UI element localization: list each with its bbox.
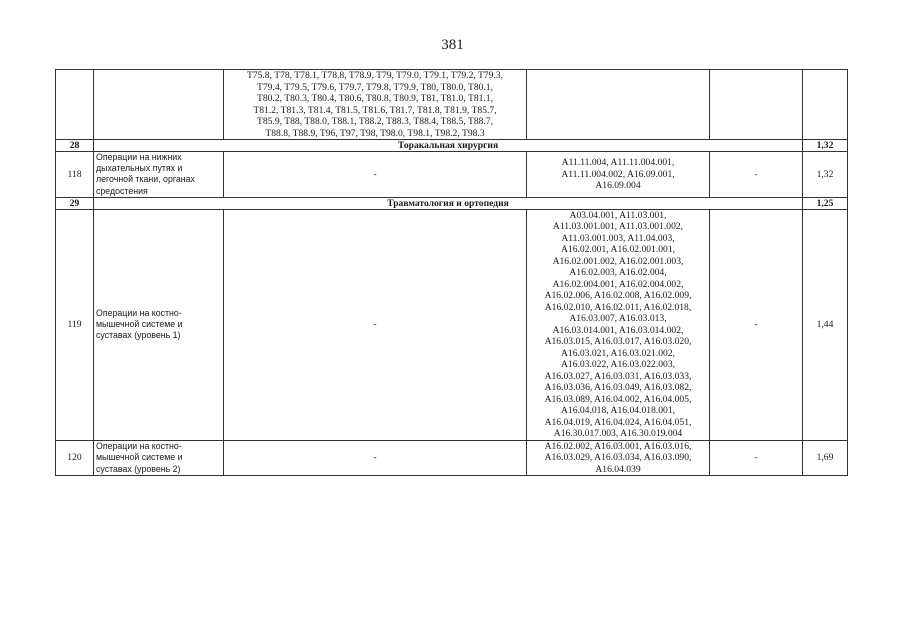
code-line: T81.2, T81.3, T81.4, T81.5, T81.6, T81.7, T81.8, T81.9, T85.7, — [253, 104, 497, 116]
code-line: A16.02.010, A16.02.011, A16.02.018, — [544, 301, 692, 313]
code-line: A16.03.089, A16.04.002, A16.04.005, — [544, 393, 692, 405]
name-line: мышечной системе и — [96, 319, 183, 330]
name-line: мышечной системе и — [96, 452, 183, 463]
table-row — [56, 152, 848, 198]
code-line: A03.04.001, A11.03.001, — [569, 209, 667, 221]
code-line: A11.03.001.003, A11.04.003, — [561, 232, 675, 244]
code-line: A11.03.001.001, A11.03.001.002, — [552, 221, 684, 233]
code-line: A16.02.004.001, A16.02.004.002, — [552, 278, 684, 290]
code-line: A16.30.017.003, A16.30.019.004 — [553, 428, 683, 440]
code-line: A16.03.029, A16.03.034, A16.03.090, — [544, 452, 692, 464]
section-number: 28 — [56, 140, 94, 152]
extra-criteria: - — [710, 152, 803, 198]
name-line: Операции на костно- — [96, 441, 182, 452]
code-line: A16.03.014.001, A16.03.014.002, — [552, 324, 684, 336]
section-number: 29 — [56, 197, 94, 209]
coefficient: 1,32 — [803, 152, 848, 198]
table-row — [56, 209, 848, 440]
operation-name — [94, 209, 224, 440]
name-line: Операции на нижних — [96, 152, 182, 162]
row-number: 120 — [56, 440, 94, 476]
table-row — [56, 440, 848, 476]
name-line: дыхательных путях и — [96, 163, 183, 174]
section-row — [56, 140, 848, 152]
diagnosis-codes: - — [224, 440, 527, 476]
code-line: A16.03.027, A16.03.031, A16.03.033, — [544, 370, 692, 382]
diagnosis-codes: - — [224, 152, 527, 198]
code-line: A16.09.004 — [595, 180, 641, 192]
code-line: A16.03.022, A16.03.022.003, — [560, 359, 676, 371]
code-line: A16.04.019, A16.04.024, A16.04.051, — [544, 416, 692, 428]
section-coefficient: 1,32 — [803, 140, 848, 152]
section-title: Травматология и ортопедия — [94, 197, 803, 209]
code-line: A16.04.039 — [595, 463, 641, 475]
name-line: Операции на костно- — [96, 308, 182, 318]
code-line: T80.2, T80.3, T80.4, T80.6, T80.8, T80.9, T81, T81.0, T81.1, — [256, 93, 494, 104]
section-coefficient: 1,25 — [803, 197, 848, 209]
code-line: A16.02.003, A16.02.004, — [569, 267, 667, 279]
service-codes — [527, 440, 710, 476]
code-line: A16.02.001.002, A16.02.001.003, — [552, 255, 684, 267]
code-line: T79.4, T79.5, T79.6, T79.7, T79.8, T79.9, T80, T80.0, T80.1, — [256, 81, 494, 93]
extra-criteria: - — [710, 209, 803, 440]
code-line: A11.11.004, A11.11.004.001, — [561, 157, 675, 169]
coefficient: 1,44 — [803, 209, 848, 440]
service-codes — [527, 209, 710, 440]
operation-name — [94, 440, 224, 476]
continuation-row — [56, 70, 848, 140]
row-number: 118 — [56, 152, 94, 198]
code-line: A16.03.021, A16.03.021.002, — [560, 347, 676, 359]
section-row — [56, 197, 848, 209]
code-line: A16.03.007, A16.03.013, — [569, 313, 667, 325]
name-line: средостения — [96, 185, 148, 196]
name-line: суставах (уровень 2) — [96, 463, 181, 474]
code-line: A16.03.036, A16.03.049, A16.03.082, — [544, 382, 692, 394]
code-line: A16.04.018, A16.04.018.001, — [560, 405, 676, 417]
operation-name — [94, 152, 224, 198]
extra-criteria: - — [710, 440, 803, 476]
row-number: 119 — [56, 209, 94, 440]
code-line: T75.8, T78, T78.1, T78.8, T78.9, T79, T79.0, T79.1, T79.2, T79.3, — [246, 70, 504, 81]
tariff-table — [55, 69, 848, 476]
continuation-codes-cell — [224, 70, 527, 140]
code-line: T85.9, T88, T88.0, T88.1, T88.2, T88.3, T88.4, T88.5, T88.7, — [256, 116, 494, 127]
service-codes — [527, 152, 710, 198]
coefficient: 1,69 — [803, 440, 848, 476]
page-number: 381 — [441, 37, 464, 53]
code-line: A16.02.001, A16.02.001.001, — [560, 244, 676, 256]
code-line: T88.8, T88.9, T96, T97, T98, T98.0, T98.1, T98.2, T98.3 — [265, 127, 485, 139]
code-line: A16.02.002, A16.03.001, A16.03.016, — [544, 440, 692, 452]
code-line: A16.02.006, A16.02.008, A16.02.009, — [544, 290, 692, 302]
code-line: A16.03.015, A16.03.017, A16.03.020, — [544, 336, 692, 348]
diagnosis-codes: - — [224, 209, 527, 440]
name-line: легочной ткани, органах — [96, 174, 195, 185]
section-title: Торакальная хирургия — [94, 140, 803, 152]
name-line: суставах (уровень 1) — [96, 330, 181, 341]
code-line: A11.11.004.002, A16.09.001, — [561, 168, 675, 180]
